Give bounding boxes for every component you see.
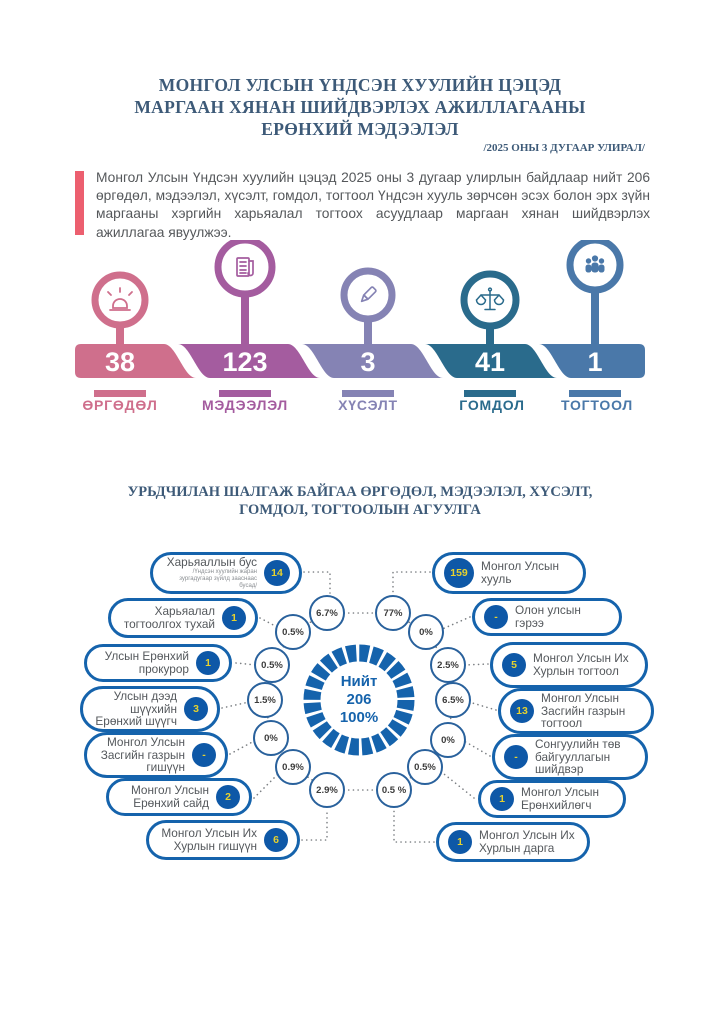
stat-label: ГОМДОЛ bbox=[459, 397, 525, 413]
stat-label: ӨРГӨДӨЛ bbox=[82, 397, 158, 413]
radial-diagram bbox=[0, 540, 720, 880]
percent-circle: 0.9% bbox=[275, 749, 311, 785]
stat-value: 123 bbox=[222, 347, 268, 377]
category-pill bbox=[436, 822, 590, 862]
category-pill bbox=[432, 552, 586, 594]
count-badge: 1 bbox=[222, 606, 246, 630]
stat-underline bbox=[94, 390, 146, 397]
pill-label: Монгол Улсын хууль bbox=[481, 559, 560, 586]
pill-label: Монгол Улсын Их Хурлын дарга bbox=[479, 828, 575, 855]
pill-label: Улсын Ерөнхий прокурор bbox=[104, 649, 189, 676]
pill-label: Монгол Улсын Ерөнхийлөгч bbox=[521, 785, 600, 812]
page-title bbox=[60, 74, 660, 140]
pill-label: Монгол Улсын Их Хурлын гишүүн bbox=[161, 826, 257, 853]
percent-circle: 6.5% bbox=[435, 682, 471, 718]
count-badge: 5 bbox=[502, 653, 526, 677]
ribbon-segment bbox=[75, 344, 196, 378]
percent-circle: 0.5% bbox=[254, 647, 290, 683]
percent-circle: 0.5% bbox=[275, 614, 311, 650]
page-title-line3: ЕРӨНХИЙ МЭДЭЭЛЭЛ bbox=[261, 119, 459, 139]
count-badge: 1 bbox=[196, 651, 220, 675]
category-pill bbox=[84, 732, 228, 778]
category-pill bbox=[478, 780, 626, 818]
category-pill bbox=[498, 688, 654, 734]
category-pill bbox=[84, 644, 232, 682]
stat-value: 38 bbox=[104, 347, 136, 377]
percent-circle: 1.5% bbox=[247, 682, 283, 718]
intro-paragraph: Монгол Улсын Үндсэн хуулийн цэцэд 2025 оны 3 дугаар улирлын байдлаар нийт 206 өргөдөл, мэдээлэл, хүсэлт, гомдол, тогтоол Үндсэн хууль зөрчсөн эсэх болон эрх зүйн маргааны хэргийн харьяалал тогтоох асуудлаар маргаан хянан шийдвэрлэх ажиллагаа явуулжээ. bbox=[96, 170, 650, 240]
pill-label: Харьяалал тогтоолгох тухай bbox=[123, 604, 215, 631]
stat-label: ХҮСЭЛТ bbox=[338, 397, 398, 413]
total-circle bbox=[340, 673, 378, 727]
stat-underline bbox=[219, 390, 271, 397]
stat-circle bbox=[344, 271, 392, 319]
count-badge: 159 bbox=[444, 558, 474, 588]
percent-circle: 0% bbox=[253, 720, 289, 756]
category-pill bbox=[108, 598, 258, 638]
percent-circle: 0% bbox=[430, 722, 466, 758]
pill-label: Монгол Улсын Их Хурлын тогтоол bbox=[533, 651, 629, 678]
stat-value: 3 bbox=[360, 347, 376, 377]
pill-label bbox=[162, 556, 257, 590]
total-value: 206 bbox=[346, 691, 372, 708]
pill-label: Монгол Улсын Засгийн газрын тогтоол bbox=[541, 690, 626, 731]
pill-label: Монгол Улсын Засгийн газрын гишүүн bbox=[100, 734, 185, 775]
stat-label: МЭДЭЭЛЭЛ bbox=[201, 397, 289, 413]
count-badge: 2 bbox=[216, 785, 240, 809]
stat-value: 1 bbox=[587, 347, 603, 377]
percent-circle: 0.5% bbox=[407, 749, 443, 785]
percent-circle: 6.7% bbox=[309, 595, 345, 631]
category-pill bbox=[80, 686, 220, 732]
count-badge: 1 bbox=[490, 787, 514, 811]
count-badge: 14 bbox=[264, 560, 290, 586]
stat-label: ТОГТООЛ bbox=[560, 397, 634, 413]
count-badge: - bbox=[192, 743, 216, 767]
category-pill bbox=[472, 598, 622, 636]
stat-circle bbox=[218, 240, 272, 294]
page-title-line1: МОНГОЛ УЛСЫН ҮНДСЭН ХУУЛИЙН ЦЭЦЭД bbox=[158, 75, 562, 95]
percent-circle: 77% bbox=[375, 595, 411, 631]
category-pill bbox=[150, 552, 302, 594]
total-label: Нийт bbox=[340, 673, 378, 690]
count-badge: 13 bbox=[510, 699, 534, 723]
page-title-line2: МАРГААН ХЯНАН ШИЙДВЭРЛЭХ АЖИЛЛАГААНЫ bbox=[134, 97, 586, 117]
category-pill bbox=[490, 642, 648, 688]
count-badge: 6 bbox=[264, 828, 288, 852]
percent-circle: 0% bbox=[408, 614, 444, 650]
category-pill bbox=[106, 778, 252, 816]
pill-label: Сонгуулийн төв байгууллагын шийдвэр bbox=[535, 736, 621, 777]
count-badge: 3 bbox=[184, 697, 208, 721]
page-subtitle: /2025 ОНЫ 3 ДУГААР УЛИРАЛ/ bbox=[483, 142, 645, 154]
stat-underline bbox=[569, 390, 621, 397]
section-title: УРЬДЧИЛАН ШАЛГАЖ БАЙГАА ӨРГӨДӨЛ, МЭДЭЭЛЭЛ, ХҮСЭЛТ, ГОМДОЛ, ТОГТООЛЫН АГУУЛГА bbox=[127, 484, 593, 518]
category-pill bbox=[492, 734, 648, 780]
pill-sublabel: /Үндсэн хуулийн жаран зургадугаар зүйлд зааснаас бусад/ bbox=[179, 569, 257, 589]
category-pill bbox=[146, 820, 300, 860]
count-badge: - bbox=[504, 745, 528, 769]
ribbon-stat-chart bbox=[0, 240, 720, 405]
percent-circle: 0.5 % bbox=[376, 772, 412, 808]
stat-value: 41 bbox=[474, 347, 506, 377]
stat-underline bbox=[464, 390, 516, 397]
count-badge: 1 bbox=[448, 830, 472, 854]
count-badge: - bbox=[484, 605, 508, 629]
percent-circle: 2.9% bbox=[309, 772, 345, 808]
pill-label: Улсын дээд шүүхийн Ерөнхий шүүгч bbox=[95, 688, 177, 729]
percent-circle: 2.5% bbox=[430, 647, 466, 683]
accent-bar bbox=[75, 171, 84, 235]
pill-label: Олон улсын гэрээ bbox=[515, 603, 581, 630]
stat-underline bbox=[342, 390, 394, 397]
pill-label-text: Харьяаллын бус bbox=[166, 555, 257, 570]
pill-label: Монгол Улсын Ерөнхий сайд bbox=[130, 783, 209, 810]
stat-circle bbox=[95, 275, 145, 325]
total-percent: 100% bbox=[339, 709, 379, 726]
